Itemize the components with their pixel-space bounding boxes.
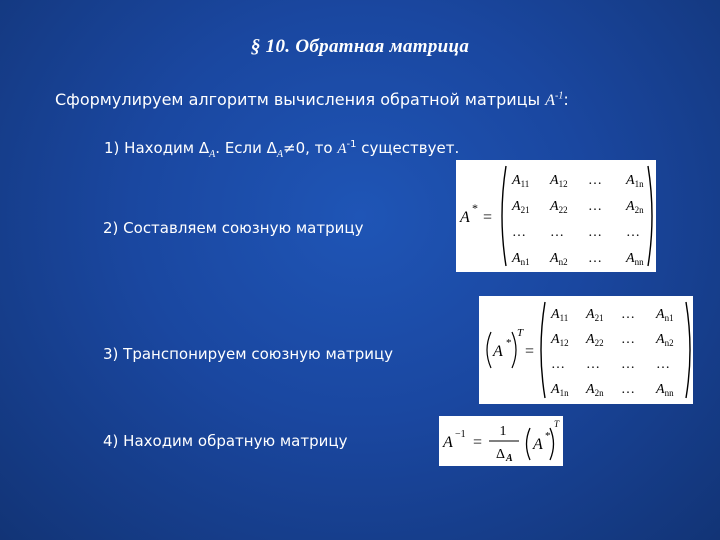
matrix-cell: $A_{2n}$ xyxy=(586,382,604,398)
matrix-cell: … xyxy=(586,357,600,372)
step-1-prefix: 1) Находим xyxy=(104,139,199,157)
delta-symbol: Δ xyxy=(198,139,210,157)
delta-subscript: A xyxy=(209,149,216,160)
matrix-cell: $A_{22}$ xyxy=(550,199,568,215)
intro-text xyxy=(55,90,569,110)
matrix-cell: … xyxy=(550,225,564,240)
transpose-cells xyxy=(550,307,674,398)
matrix-cell: … xyxy=(588,199,602,214)
delta-symbol-2: Δ xyxy=(266,139,277,157)
intro-label: Сформулируем алгоритм вычисления обратной матрицы xyxy=(55,90,541,109)
inverse-rhs-star: * xyxy=(545,430,551,442)
delta-subscript-2: A xyxy=(276,149,284,160)
matrix-cell: $A_{2n}$ xyxy=(626,199,644,215)
fraction-delta: Δ xyxy=(496,447,506,462)
matrix-cell: … xyxy=(621,332,635,347)
left-paren xyxy=(502,166,506,266)
rhs-right-paren xyxy=(550,428,554,460)
matrix-cell: $A_{11}$ xyxy=(512,173,530,189)
adjugate-matrix-svg xyxy=(456,160,656,272)
matrix-cell: … xyxy=(656,357,670,372)
matrix-cell: … xyxy=(621,307,635,322)
inverse-equals: = xyxy=(473,434,483,451)
matrix-cell: … xyxy=(621,382,635,397)
step-4: 4) Находим обратную матрицу xyxy=(103,432,348,450)
adjugate-cells xyxy=(511,173,644,267)
left-paren xyxy=(541,302,545,398)
fraction-numerator: 1 xyxy=(499,424,507,439)
step-2: 2) Составляем союзную матрицу xyxy=(103,219,364,237)
transpose-superscript: T xyxy=(517,327,524,339)
lhs-left-paren xyxy=(487,332,491,368)
matrix-cell: $A_{n2}$ xyxy=(550,251,568,267)
intro-exponent: -1 xyxy=(555,90,564,102)
matrix-cell: $A_{12}$ xyxy=(551,332,569,348)
matrix-cell: $A_{nn}$ xyxy=(626,251,644,267)
matrix-cell: $A_{n2}$ xyxy=(656,332,674,348)
adjugate-matrix-formula xyxy=(456,160,656,272)
matrix-cell: $A_{1n}$ xyxy=(551,382,569,398)
matrix-cell: $A_{21}$ xyxy=(512,199,530,215)
adjugate-equals: = xyxy=(483,209,493,226)
step-1 xyxy=(104,139,459,160)
step-1-condition: ≠0, то xyxy=(283,139,338,157)
matrix-cell: $A_{12}$ xyxy=(550,173,568,189)
transpose-matrix-svg xyxy=(479,296,693,404)
right-paren xyxy=(648,166,652,266)
inverse-rhs: A xyxy=(533,436,543,453)
right-paren xyxy=(686,302,690,398)
step-1-matrix-symbol: A xyxy=(337,141,347,157)
inverse-transpose-superscript: T xyxy=(554,419,560,429)
matrix-cell: $A_{n1}$ xyxy=(512,251,530,267)
matrix-cell: … xyxy=(588,173,602,188)
adjugate-lhs: A xyxy=(460,209,470,226)
matrix-cell: $A_{1n}$ xyxy=(626,173,644,189)
matrix-cell: … xyxy=(621,357,635,372)
intro-matrix-symbol: A xyxy=(545,92,556,109)
matrix-cell: … xyxy=(626,225,640,240)
step-1-suffix: существует. xyxy=(356,139,460,157)
transpose-equals: = xyxy=(525,343,535,360)
step-1-mid: . Если xyxy=(215,139,267,157)
adjugate-star: * xyxy=(472,201,478,215)
step-3: 3) Транспонируем союзную матрицу xyxy=(103,345,394,363)
rhs-left-paren xyxy=(527,428,531,460)
matrix-cell: … xyxy=(588,225,602,240)
inverse-exponent: −1 xyxy=(455,429,466,440)
slide-title: § 10. Обратная матрица xyxy=(250,36,470,57)
inverse-matrix-svg xyxy=(439,416,563,466)
matrix-cell: … xyxy=(551,357,565,372)
inverse-lhs: A xyxy=(443,434,453,451)
inverse-matrix-formula xyxy=(439,416,563,466)
matrix-cell: $A_{11}$ xyxy=(551,307,569,323)
intro-colon: : xyxy=(563,90,569,109)
transpose-lhs: A xyxy=(493,343,503,360)
lhs-right-paren xyxy=(512,332,516,368)
step-1-exponent: -1 xyxy=(346,139,357,150)
matrix-cell: $A_{n1}$ xyxy=(656,307,674,323)
matrix-cell: $A_{nn}$ xyxy=(656,382,674,398)
transpose-matrix-formula xyxy=(479,296,693,404)
transpose-star: * xyxy=(506,337,512,349)
matrix-cell: … xyxy=(588,251,602,266)
matrix-cell: $A_{21}$ xyxy=(586,307,604,323)
fraction-delta-subscript: A xyxy=(506,453,513,464)
matrix-cell: … xyxy=(512,225,526,240)
matrix-cell: $A_{22}$ xyxy=(586,332,604,348)
